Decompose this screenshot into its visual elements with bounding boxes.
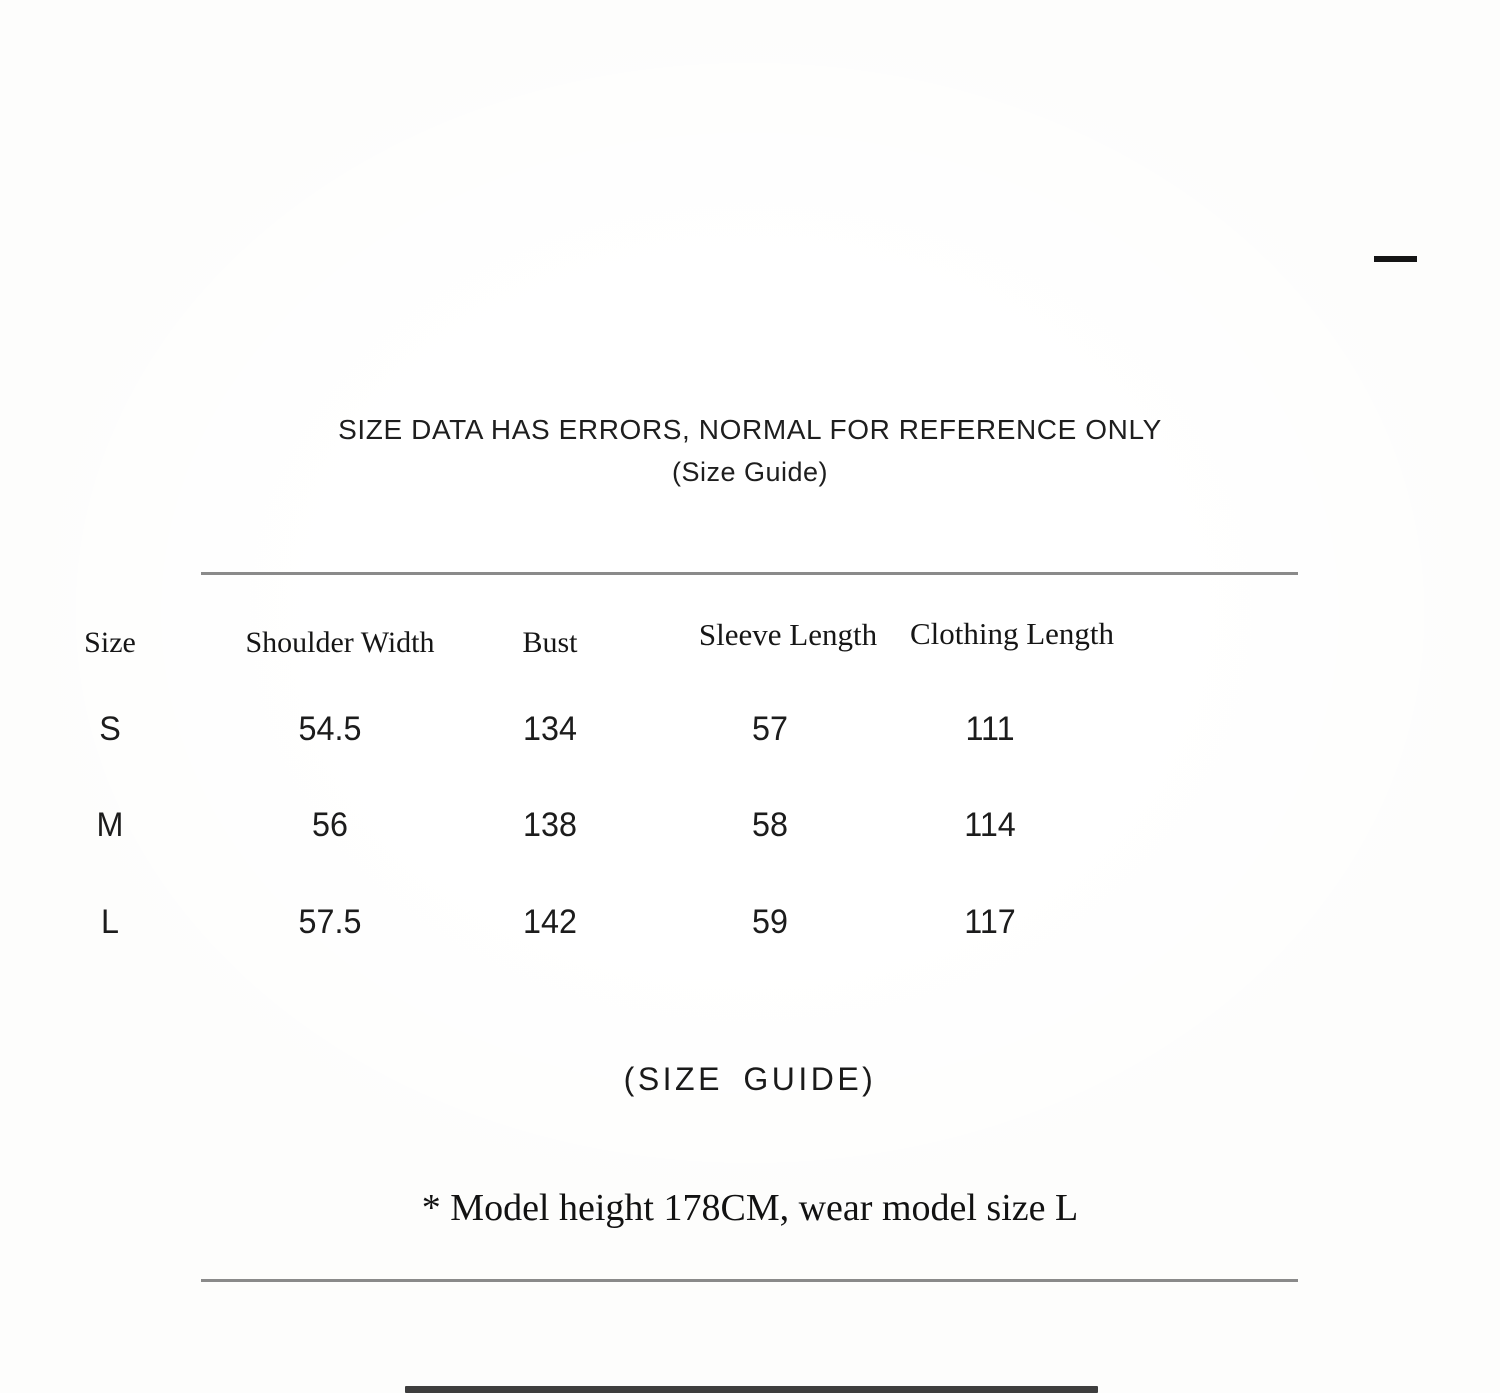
dash-mark — [1374, 256, 1417, 262]
shoulder-width-cell: 54.5 — [298, 710, 362, 748]
bust-cell: 142 — [523, 903, 577, 941]
model-height-note: * Model height 178CM, wear model size L — [421, 1187, 1079, 1229]
table-row-l — [0, 903, 1100, 942]
sleeve-length-cell: 57 — [752, 710, 788, 748]
sleeve-length-cell: 58 — [752, 806, 788, 844]
size-cell: L — [101, 903, 119, 941]
shoulder-width-cell: 57.5 — [298, 903, 362, 941]
bottom-divider — [201, 1279, 1298, 1282]
bust-cell: 138 — [523, 806, 577, 844]
page-subtitle: (Size Guide) — [671, 457, 829, 487]
next-section-image-edge — [405, 1386, 1098, 1393]
top-divider — [201, 572, 1298, 575]
size-cell: M — [96, 806, 124, 844]
size-cell: S — [99, 710, 121, 748]
clothing-length-cell: 111 — [965, 710, 1015, 748]
column-header-shoulder-width: Shoulder Width — [245, 626, 435, 659]
sleeve-length-cell: 59 — [752, 903, 788, 941]
table-header-row — [0, 616, 1115, 662]
table-row-s — [0, 710, 1100, 749]
table-row-m — [0, 806, 1100, 845]
column-header-size: Size — [84, 626, 136, 659]
clothing-length-cell: 117 — [964, 903, 1016, 941]
column-header-sleeve-length: Sleeve Length — [698, 617, 878, 652]
clothing-length-cell: 114 — [964, 806, 1016, 844]
column-header-clothing-length: Clothing Length — [909, 616, 1115, 651]
shoulder-width-cell: 56 — [312, 806, 348, 844]
size-guide-caption: (SIZE GUIDE) — [623, 1061, 877, 1097]
bust-cell: 134 — [523, 710, 577, 748]
column-header-bust: Bust — [522, 626, 578, 659]
page-title: SIZE DATA HAS ERRORS, NORMAL FOR REFERENCE ONLY — [338, 414, 1162, 445]
